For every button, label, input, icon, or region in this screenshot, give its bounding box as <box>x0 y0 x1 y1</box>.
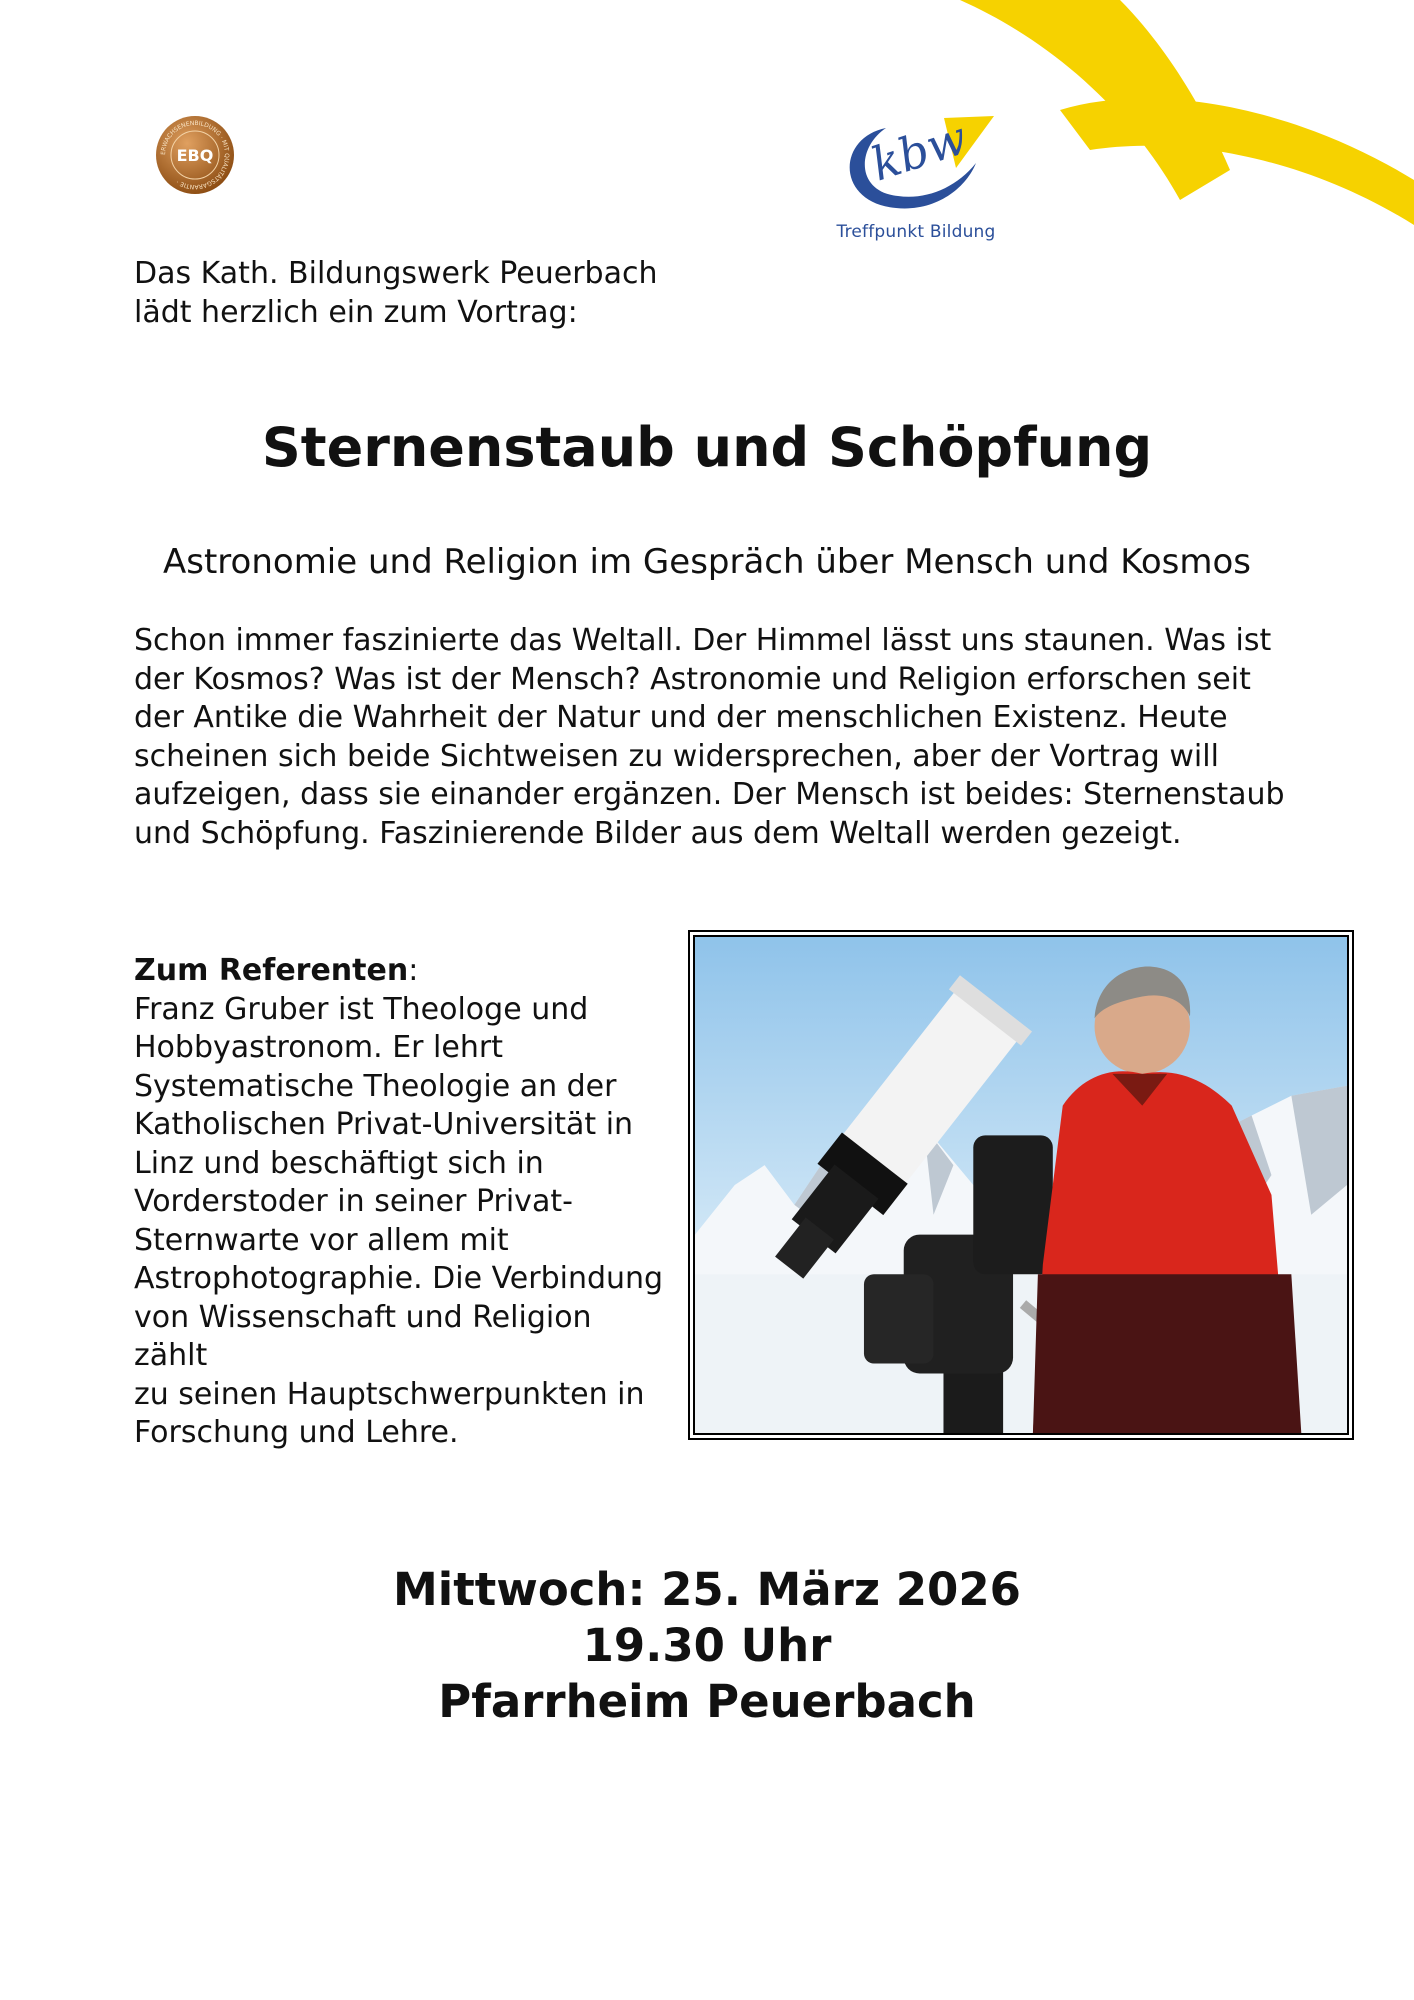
speaker-photo <box>693 935 1349 1435</box>
speaker-line: Systematische Theologie an der <box>134 1068 617 1104</box>
kbw-text: kbw <box>864 110 974 192</box>
body-line: der Kosmos? Was ist der Mensch? Astronomie und Religion erforschen seit <box>134 661 1251 697</box>
ebq-ring-text: ERWACHSENENBILDUNG · MIT QUALITÄTSGARANTIE · <box>159 119 231 191</box>
kbw-caption: Treffpunkt Bildung <box>836 222 996 242</box>
event-place: Pfarrheim Peuerbach <box>438 1675 976 1728</box>
speaker-line: Vorderstoder in seiner Privat- <box>134 1184 573 1219</box>
body-line: scheinen sich beide Sichtweisen zu widersprechen, aber der Vortrag will <box>134 738 1219 774</box>
event-time: 19.30 Uhr <box>582 1619 832 1672</box>
speaker-heading: Zum Referenten <box>134 953 409 988</box>
ebq-text: EBQ <box>176 146 214 165</box>
ebq-badge-logo <box>155 115 235 195</box>
speaker-line: Franz Gruber ist Theologe und <box>134 991 589 1027</box>
speaker-line: Linz und beschäftigt sich in <box>134 1145 544 1181</box>
speaker-line: Sternwarte vor allem mit <box>134 1222 509 1258</box>
speaker-heading-colon: : <box>408 953 419 988</box>
body-line: Schon immer faszinierte das Weltall. Der Himmel lässt uns staunen. Was ist <box>134 623 1272 658</box>
speaker-photo-frame <box>688 930 1354 1440</box>
intro-line: Das Kath. Bildungswerk Peuerbach <box>134 256 658 291</box>
speaker-line: von Wissenschaft und Religion zählt <box>134 1299 592 1373</box>
intro-text <box>134 254 834 332</box>
body-line: der Antike die Wahrheit der Natur und der menschlichen Existenz. Heute <box>134 700 1228 735</box>
page-subtitle: Astronomie und Religion im Gespräch über Mensch und Kosmos <box>163 542 1251 582</box>
speaker-line: Forschung und Lehre. <box>134 1415 459 1450</box>
intro-line: lädt herzlich ein zum Vortrag: <box>134 295 578 330</box>
telescope-photo-illustration <box>695 937 1347 1433</box>
event-date: Mittwoch: 25. März 2026 <box>393 1563 1021 1616</box>
speaker-section <box>134 952 674 1453</box>
speaker-heading-row <box>134 952 674 991</box>
speaker-line: Astrophotographie. Die Verbindung <box>134 1261 664 1296</box>
page-title: Sternenstaub und Schöpfung <box>261 416 1153 479</box>
description-paragraph <box>134 622 1314 853</box>
speaker-line: Katholischen Privat-Universität in <box>134 1107 634 1142</box>
speaker-line: zu seinen Hauptschwerpunkten in <box>134 1376 645 1412</box>
body-line: aufzeigen, dass sie einander ergänzen. Der Mensch ist beides: Sternenstaub <box>134 777 1285 812</box>
body-line: und Schöpfung. Faszinierende Bilder aus dem Weltall werden gezeigt. <box>134 815 1182 851</box>
speaker-line: Hobbyastronom. Er lehrt <box>134 1030 503 1065</box>
